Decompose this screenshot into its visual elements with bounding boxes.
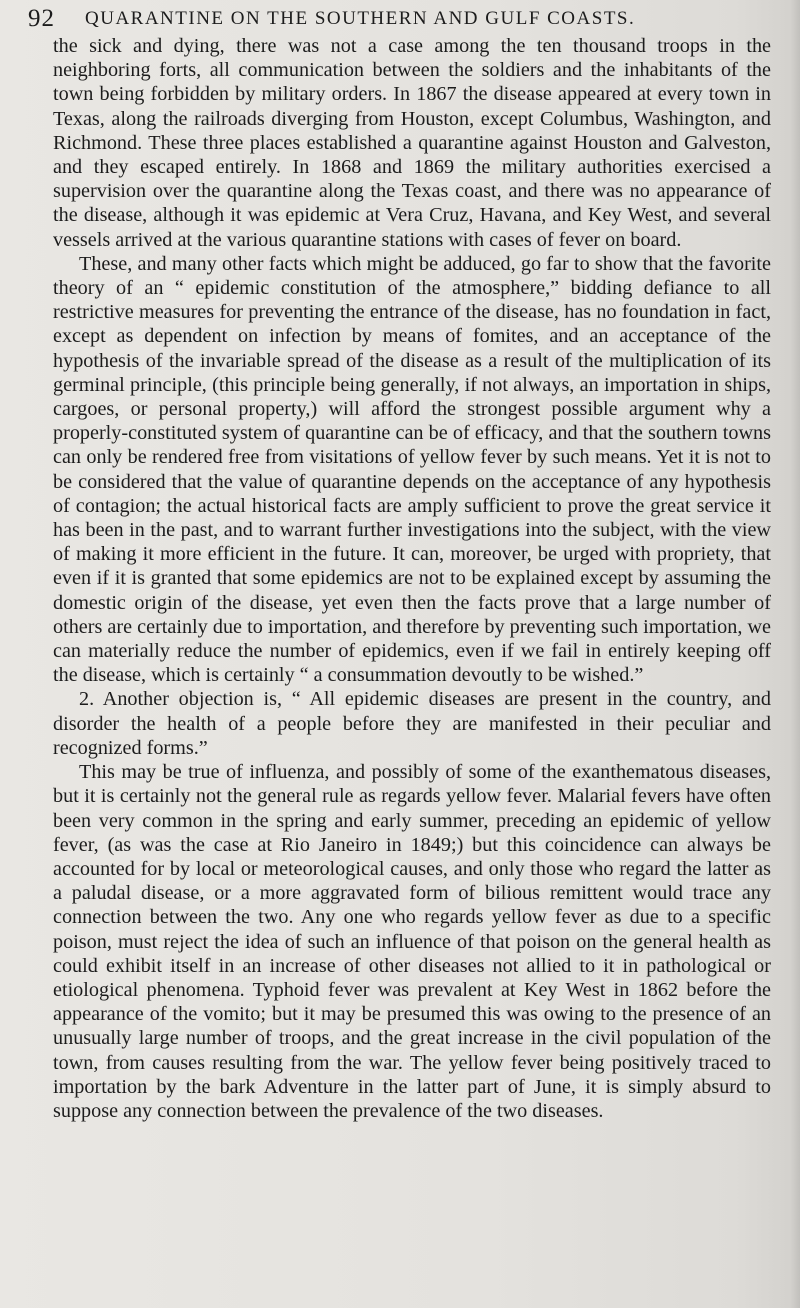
paragraph: These, and many other facts which might be adduced, go far to show that the favorite theory of an “ epidemic constitution of the atmosphere,” bidding defiance to all restrictive measures for preventing the entrance of the disease, has no foundation in fact, except as dependent on infection by means of fomites, and an acceptance of the hypothesis of the invariable spread of the disease as a result of the multiplication of its germinal principle, (this principle being generally, if not always, an importation in ships, cargoes, or personal property,) will afford the strongest possible argument why a properly-constituted system of quarantine can be of efficacy, and that the southern towns can only be rendered free from visitations of yellow fever by such means. Yet it is not to be considered that the value of quarantine depends on the acceptance of any hypothesis of contagion; the actual historical facts are amply sufficient to prove the great service it has been in the past, and to warrant further investigations into the subject, with the view of making it more efficient in the future. It can, moreover, be urged with propriety, that even if it is granted that some epidemics are not to be explained except by assuming the domestic origin of the disease, yet even then the facts prove that a large number of others are certainly due to importation, and therefore by preventing such importation, we can materially reduce the number of epidemics, even if we fail in entirely keeping off the disease, which is certainly “ a consummation devoutly to be wished.”: [53, 252, 771, 687]
running-head: QUARANTINE ON THE SOUTHERN AND GULF COASTS.: [85, 8, 636, 29]
page-number: 92: [28, 5, 55, 32]
paragraph-continued: the sick and dying, there was not a case among the ten thousand troops in the neighboring forts, all communication between the soldiers and the inhabitants of the town being forbidden by military orders. In 1867 the disease appeared at every town in Texas, along the railroads diverging from Houston, except Columbus, Washington, and Richmond. These three places established a quarantine against Houston and Galveston, and they escaped entirely. In 1868 and 1869 the military authorities exercised a supervision over the quarantine along the Texas coast, and there was no appearance of the disease, although it was epidemic at Vera Cruz, Havana, and Key West, and several vessels arrived at the various quarantine stations with cases of fever on board.: [53, 35, 771, 251]
body-text: [53, 34, 771, 1123]
paragraph-objection: 2. Another objection is, “ All epidemic diseases are present in the country, and disorder the health of a people before they are manifested in their peculiar and recognized forms.”: [53, 688, 771, 759]
page-edge-shadow: [790, 0, 800, 1308]
paragraph: This may be true of influenza, and possibly of some of the exanthematous diseases, but it is certainly not the general rule as regards yellow fever. Malarial fevers have often been very common in the spring and early summer, preceding an epidemic of yellow fever, (as was the case at Rio Janeiro in 1849;) but this coincidence can always be accounted for by local or meteorological causes, and only those who regard the latter as a paludal disease, or a more aggravated form of bilious remittent would trace any connection between the two. Any one who regards yellow fever as due to a specific poison, must reject the idea of such an influence of that poison on the general health as could exhibit itself in an increase of other diseases not allied to it in pathological or etiological phenomena. Typhoid fever was prevalent at Key West in 1862 before the appearance of the vomito; but it may be presumed this was owing to the presence of an unusually large number of troops, and the great increase in the civil population of the town, from causes resulting from the war. The yellow fever being positively traced to importation by the bark Adventure in the latter part of June, it is simply absurd to suppose any connection between the prevalence of the two diseases.: [53, 761, 771, 1122]
page-header: [28, 4, 788, 34]
